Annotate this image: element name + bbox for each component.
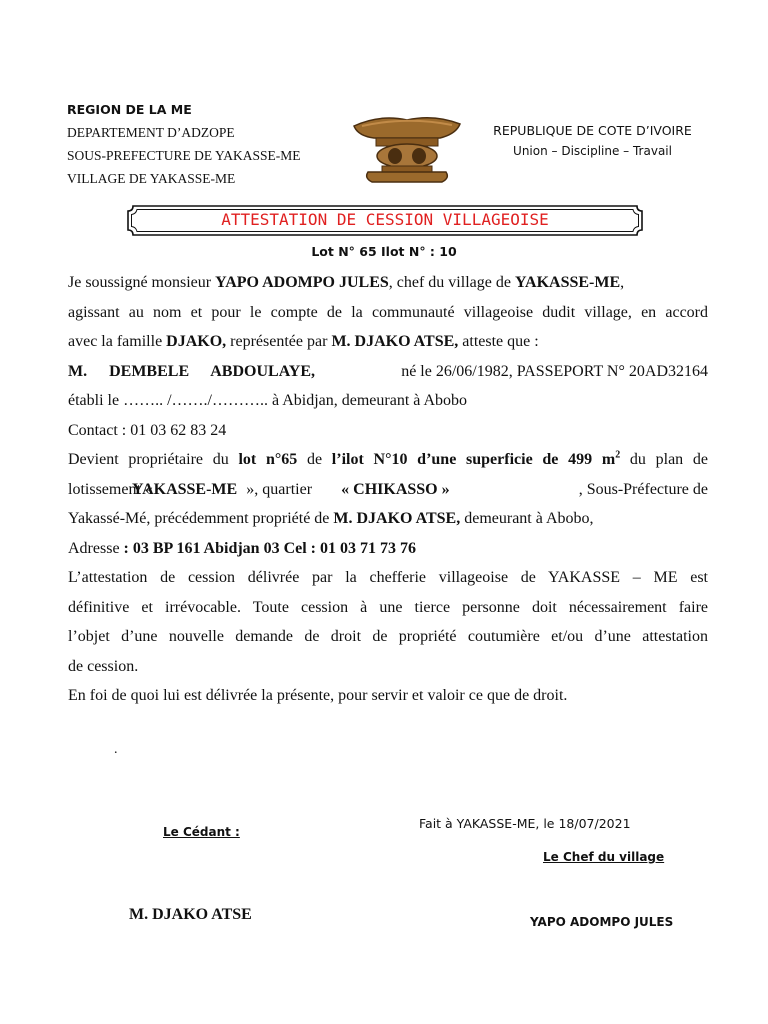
body-line-1: Je soussigné monsieur YAPO ADOMPO JULES, chef du village de YAKASSE-ME, (68, 274, 625, 291)
akan-stool-icon (350, 112, 464, 184)
address-value: : 03 BP 161 Abidjan 03 Cel : 01 03 71 73 76 (123, 539, 417, 557)
stray-dot: . (114, 742, 118, 757)
address-line: Adresse : 03 BP 161 Abidjan 03 Cel : 01 03 71 73 76 (68, 539, 417, 557)
document-title: ATTESTATION DE CESSION VILLAGEOISE (221, 210, 549, 229)
title-frame (127, 205, 643, 236)
lot-number: lot n°65 (238, 451, 298, 468)
cedant-signatory: M. DJAKO ATSE (129, 906, 252, 923)
closing-line: En foi de quoi lui est délivrée la présente, pour servir et valoir ce que de droit. (68, 687, 568, 704)
issuer-block (67, 98, 367, 190)
republic-name: REPUBLIQUE DE COTE D’IVOIRE (493, 123, 692, 138)
body-line-4 (68, 357, 708, 387)
village-name: YAKASSE-ME (514, 274, 621, 291)
body-line-14: de cession. (68, 657, 139, 675)
previous-owner: M. DJAKO ATSE, (333, 510, 461, 527)
attestation-body (68, 268, 708, 711)
beneficiary-details: né le 26/06/1982, PASSEPORT N° 20AD32164 (401, 362, 708, 380)
chief-label: Le Chef du village (543, 850, 665, 864)
quartier-name: « CHIKASSO » (341, 480, 450, 498)
body-line-13: l’objet d’une nouvelle demande de droit de propriété coutumière et/ou d’une attestation (68, 628, 708, 645)
body-line-2: agissant au nom et pour le compte de la communauté villageoise dudit village, en accord (68, 303, 708, 321)
national-motto: Union – Discipline – Travail (513, 144, 672, 158)
ilot-area: l’ilot N°10 d’une superficie de 499 $m^2$ (331, 449, 621, 468)
body-line-9: Yakassé-Mé, précédemment propriété de M. DJAKO ATSE, demeurant à Abobo, (68, 510, 594, 527)
family-name: DJAKO, (166, 333, 227, 350)
body-line-8: lotissement « YAKASSE-ME », quartier « CHIKASSO » , Sous-Préfecture de (68, 475, 708, 505)
representative-name: M. DJAKO ATSE, (331, 333, 459, 350)
cedant-label: Le Cédant : (163, 825, 240, 839)
contact-line: Contact : 01 03 62 83 24 (68, 421, 227, 439)
chief-name: YAPO ADOMPO JULES (215, 274, 389, 291)
lot-reference: Lot N° 65 Ilot N° : 10 (311, 244, 457, 259)
body-line-12: définitive et irrévocable. Toute cession à une tierce personne doit nécessairement faire (68, 598, 708, 616)
republic-block (470, 121, 715, 161)
body-line-7: Devient propriétaire du lot n°65 de l’ilot N°10 d’une superficie de 499 $m^2$ du plan de (68, 449, 708, 468)
beneficiary-name: M. DEMBELE ABDOULAYE, (68, 362, 315, 380)
sous-prefecture-line: SOUS-PREFECTURE DE YAKASSE-ME (67, 148, 301, 163)
departement-line: DEPARTEMENT D’ADZOPE (67, 125, 235, 140)
region-line: REGION DE LA ME (67, 102, 192, 117)
place-date: Fait à YAKASSE-ME, le 18/07/2021 (419, 816, 631, 831)
village-line: VILLAGE DE YAKASSE-ME (67, 171, 236, 186)
lotissement-name: YAKASSE-ME (131, 480, 238, 498)
body-line-11: L’attestation de cession délivrée par la chefferie villageoise de YAKASSE – ME est (68, 569, 708, 586)
body-line-5: établi le …….. /……./……….. à Abidjan, demeurant à Abobo (68, 392, 468, 409)
body-line-3: avec la famille DJAKO, représentée par M. DJAKO ATSE, atteste que : (68, 333, 539, 350)
chief-signatory: YAPO ADOMPO JULES (530, 915, 674, 929)
